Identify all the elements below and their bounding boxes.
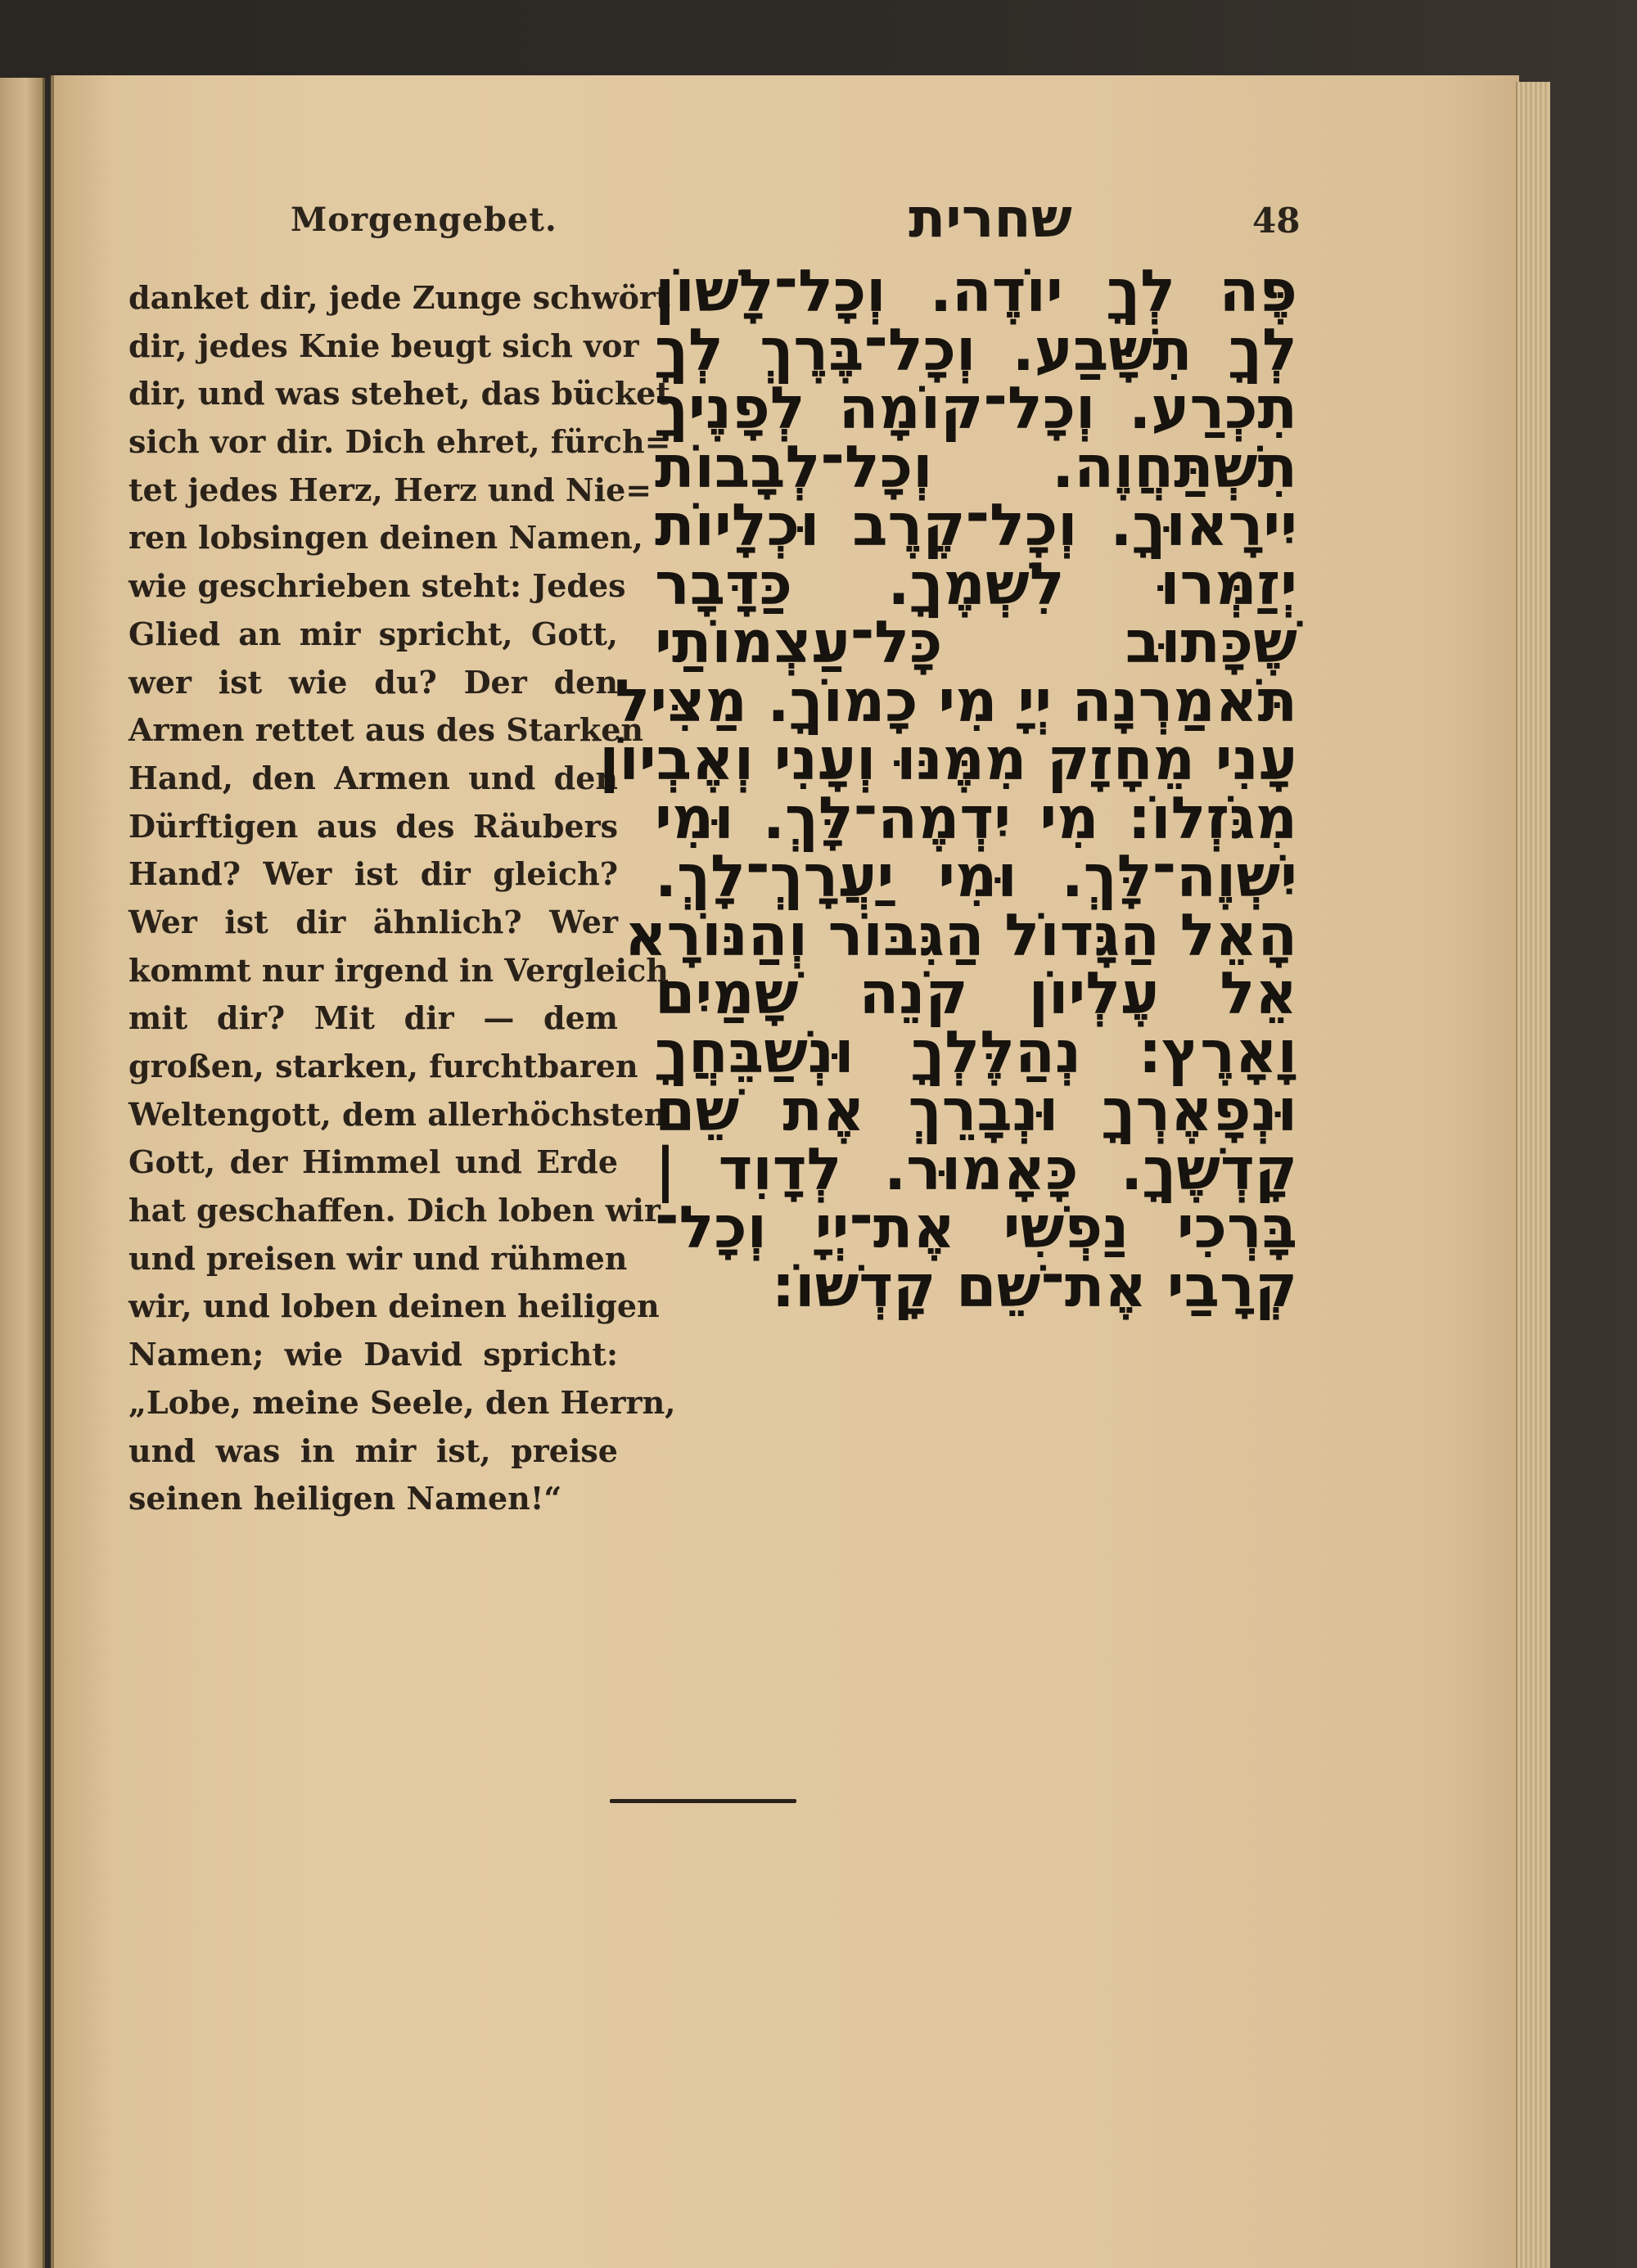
german-line: wer ist wie du? Der den	[129, 663, 618, 701]
german-line: tet jedes Herz, Herz und Nie=	[129, 471, 652, 508]
german-line: Gott, der Himmel und Erde	[129, 1143, 618, 1181]
german-line: Wer ist dir ähnlich? Wer	[129, 903, 618, 940]
hebrew-line: שֶׁכָּתוּב כָּל־עַצְמוֹתַי	[655, 608, 1297, 676]
german-translation-column	[129, 274, 676, 1523]
german-line: seinen heiligen Namen!“	[129, 1480, 562, 1517]
german-line: ren lobsingen deinen Namen,	[129, 519, 643, 557]
hebrew-line: בָּרְכִי נַפְשִׁי אֶת־יְיָ וְכָל־	[655, 1193, 1297, 1261]
german-line: und was in mir ist, preise	[129, 1432, 618, 1469]
german-line: Glied an mir spricht, Gott,	[129, 615, 618, 652]
hebrew-line: מִגֹּזְלוֹ: מִי יִדְמֶה־לָּךְ. וּמִי	[655, 783, 1297, 852]
hebrew-line: לְךָ תִשָּׁבַע. וְכָל־בֶּרֶךְ לְךָ	[655, 315, 1297, 384]
hebrew-line: וָאָרֶץ: נְהַלֶּלְךָ וּנְשַׁבֵּחֲךָ	[655, 1017, 1297, 1086]
hebrew-line: יְזַמְּרוּ לִשְׁמֶךָ. כַּדָּבָר	[655, 549, 1297, 618]
german-line: mit dir? Mit dir — dem	[129, 999, 618, 1037]
german-line: Hand, den Armen und den	[129, 759, 618, 796]
hebrew-running-header: שחרית	[909, 187, 1072, 250]
german-line: dir, jedes Knie beugt sich vor	[129, 327, 639, 364]
german-line: Armen rettet aus des Starken	[129, 711, 644, 749]
hebrew-line: אֵל עֶלְיוֹן קֹנֵה שָׁמַיִם	[655, 959, 1297, 1027]
section-end-rule	[610, 1799, 796, 1803]
hebrew-line: תִכְרַע. וְכָל־קוֹמָה לְפָנֶיךָ	[655, 374, 1297, 442]
page-number: 48	[1252, 201, 1301, 241]
german-line: Hand? Wer ist dir gleich?	[129, 855, 618, 893]
german-line: danket dir, jede Zunge schwört	[129, 279, 670, 316]
page-stack-edge	[1516, 82, 1550, 2268]
hebrew-line: קְרָבַי אֶת־שֵׁם קָדְשׁוֹ:	[771, 1251, 1297, 1320]
hebrew-line: תֹּאמַרְנָה יְיָ מִי כָמוֹךָ. מַצִּיל	[615, 666, 1297, 735]
german-line: kommt nur irgend in Vergleich	[129, 951, 669, 989]
german-line: hat geschaffen. Dich loben wir	[129, 1192, 661, 1229]
german-line: Dürftigen aus des Räubers	[129, 807, 618, 845]
german-line: wie geschrieben steht: Jedes	[129, 567, 626, 605]
hebrew-prayer-column	[599, 257, 1297, 1320]
german-line: dir, und was stehet, das bücket	[129, 375, 670, 413]
german-line: sich vor dir. Dich ehret, fürch=	[129, 423, 671, 461]
german-line: Namen; wie David spricht:	[129, 1336, 618, 1373]
german-line: wir, und loben deinen heiligen	[129, 1287, 660, 1325]
german-running-header: Morgengebet.	[291, 201, 557, 239]
hebrew-line: וּנְפָאֶרְךָ וּנְבָרֵךְ אֶת שֵׁם	[655, 1076, 1297, 1144]
hebrew-line: יִשְׁוֶה־לָּךְ. וּמִי יַעֲרָךְ־לָךְ.	[655, 842, 1297, 910]
german-line: Weltengott, dem allerhöchsten	[129, 1095, 667, 1133]
previous-page-edge	[0, 78, 45, 2268]
german-line: und preisen wir und rühmen	[129, 1239, 628, 1277]
hebrew-line: הָאֵל הַגָּדוֹל הַגִּבּוֹר וְהַנּוֹרָא	[624, 900, 1297, 969]
hebrew-line: עָנִי מֵחָזָק מִמֶּנּוּ וְעָנִי וְאֶבְיוֹן	[599, 725, 1297, 793]
german-line: großen, starken, furchtbaren	[129, 1048, 638, 1084]
hebrew-line: תִשְׁתַּחֲוֶה. וְכָל־לְבָבוֹת	[655, 432, 1297, 501]
hebrew-line: פֶּה לְךָ יוֹדֶה. וְכָל־לָשׁוֹן	[655, 257, 1297, 325]
german-line: „Lobe, meine Seele, den Herrn,	[129, 1383, 676, 1421]
hebrew-line: קָדְשֶׁךָ. כָּאָמוּר. לְדָוִד |	[655, 1134, 1297, 1203]
hebrew-line: יִירָאוּךָ. וְכָל־קֶרֶב וּכְלָיוֹת	[655, 491, 1297, 559]
